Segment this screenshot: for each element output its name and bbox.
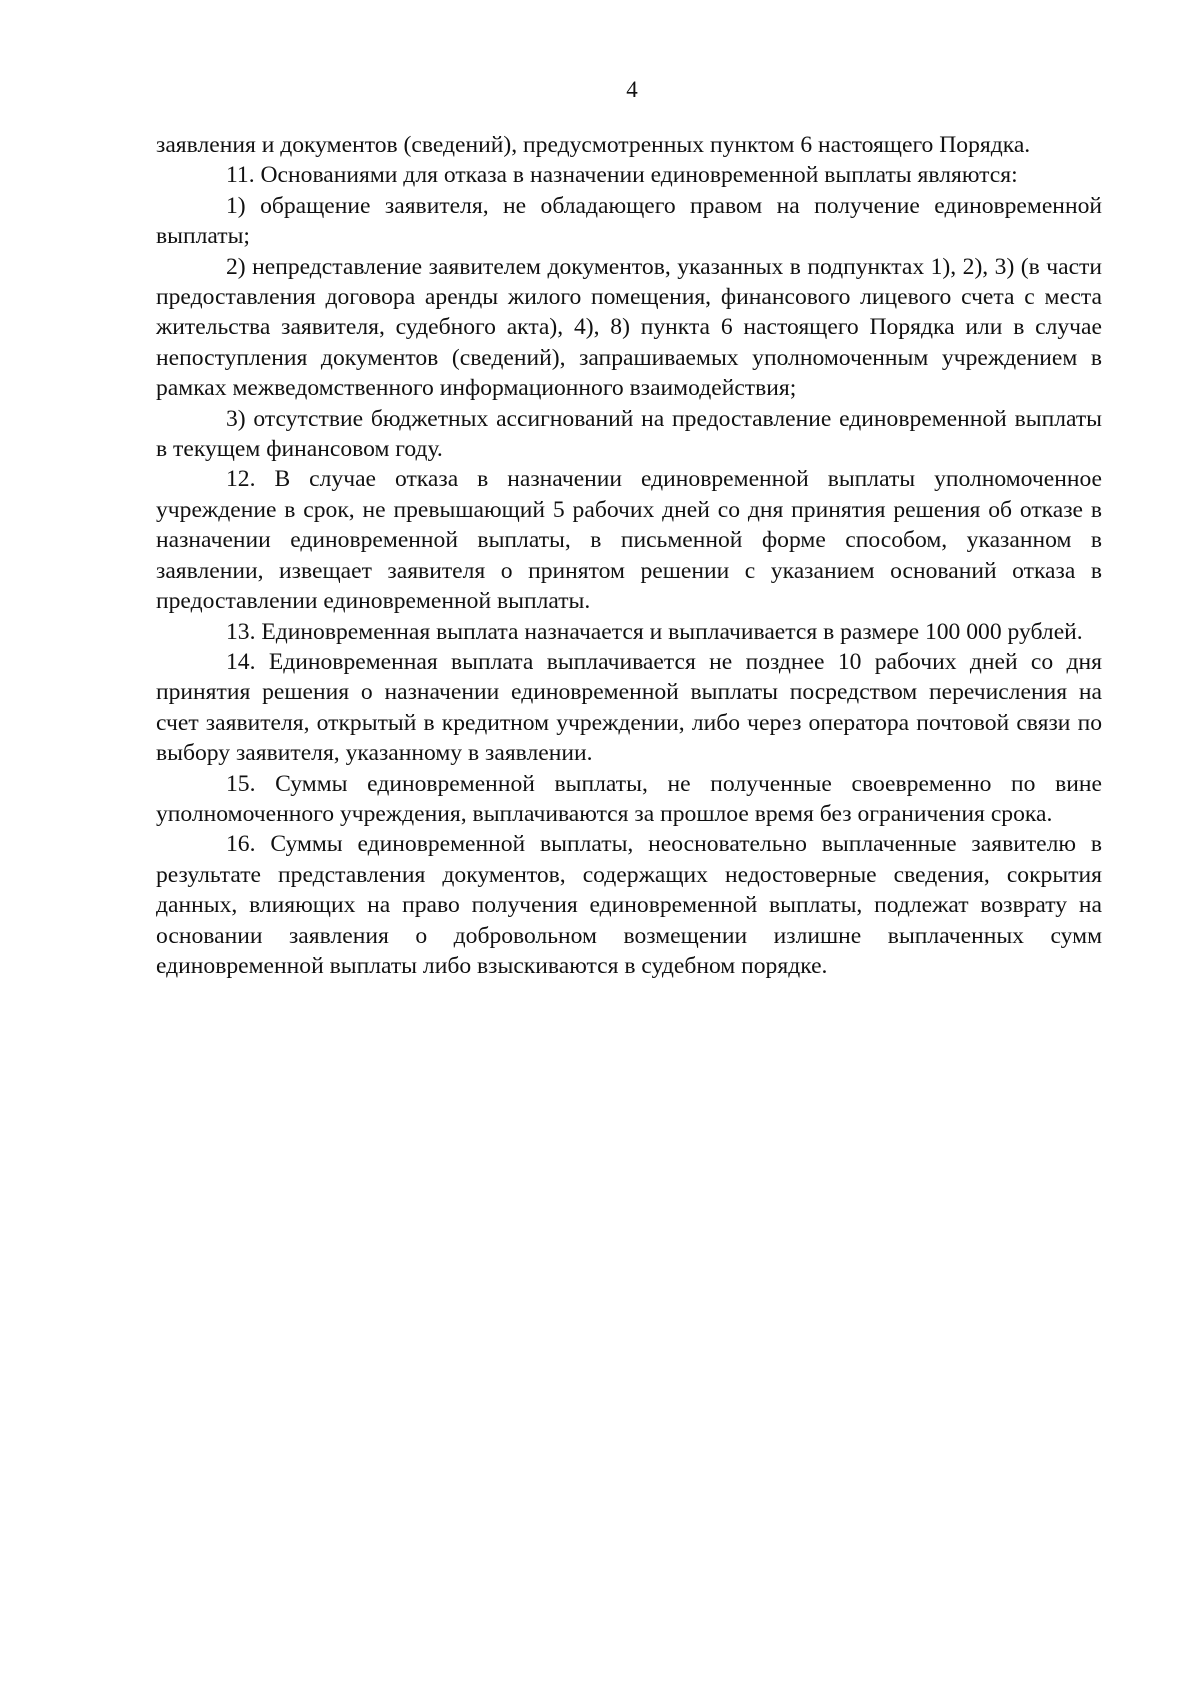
subparagraph-3: 3) отсутствие бюджетных ассигнований на предоставление единовременной выплаты в текущем финансовом году. (156, 405, 1102, 463)
paragraph-11: 11. Основаниями для отказа в назначении единовременной выплаты являются: (226, 162, 1018, 189)
paragraph-15: 15. Суммы единовременной выплаты, не полученные своевременно по вине уполномоченного учреждения, выплачиваются за прошлое время без ограничения срока. (156, 770, 1102, 827)
paragraph-13: 13. Единовременная выплата назначается и выплачивается в размере 100 000 рублей. (226, 618, 1083, 645)
document-body (156, 130, 1102, 981)
paragraph-continuation: заявления и документов (сведений), предусмотренных пунктом 6 настоящего Порядка. (156, 132, 1031, 158)
subparagraph-1: 1) обращение заявителя, не обладающего правом на получение единовременной выплаты; (156, 192, 1102, 250)
page-number: 4 (626, 77, 638, 102)
paragraph-14: 14. Единовременная выплата выплачивается не позднее 10 рабочих дней со дня принятия решения о назначении единовременной выплаты посредством перечисления на счет заявителя, открытый в кредитном учреждении, либо через оператора почтовой связи по выбору заявителя, указанному в заявлении. (156, 648, 1102, 767)
paragraph-16: 16. Суммы единовременной выплаты, неосновательно выплаченные заявителю в результате представления документов, содержащих недостоверные сведения, сокрытия данных, влияющих на право получения единовременной выплаты, подлежат возврату на основании заявления о добровольном возмещении излишне выплаченных сумм единовременной выплаты либо взыскиваются в судебном порядке. (156, 831, 1102, 979)
subparagraph-2: 2) непредставление заявителем документов, указанных в подпунктах 1), 2), 3) (в части предоставления договора аренды жилого помещения, финансового лицевого счета с места жительства заявителя, судебного акта), 4), 8) пункта 6 настоящего Порядка или в случае непоступления документов (сведений), запрашиваемых уполномоченным учреждением в рамках межведомственного информационного взаимодействия; (156, 253, 1102, 402)
paragraph-12: 12. В случае отказа в назначении единовременной выплаты уполномоченное учреждение в срок, не превышающий 5 рабочих дней со дня принятия решения об отказе в назначении единовременной выплаты, в письменной форме способом, указанном в заявлении, извещает заявителя о принятом решении с указанием оснований отказа в предоставлении единовременной выплаты. (156, 466, 1102, 615)
